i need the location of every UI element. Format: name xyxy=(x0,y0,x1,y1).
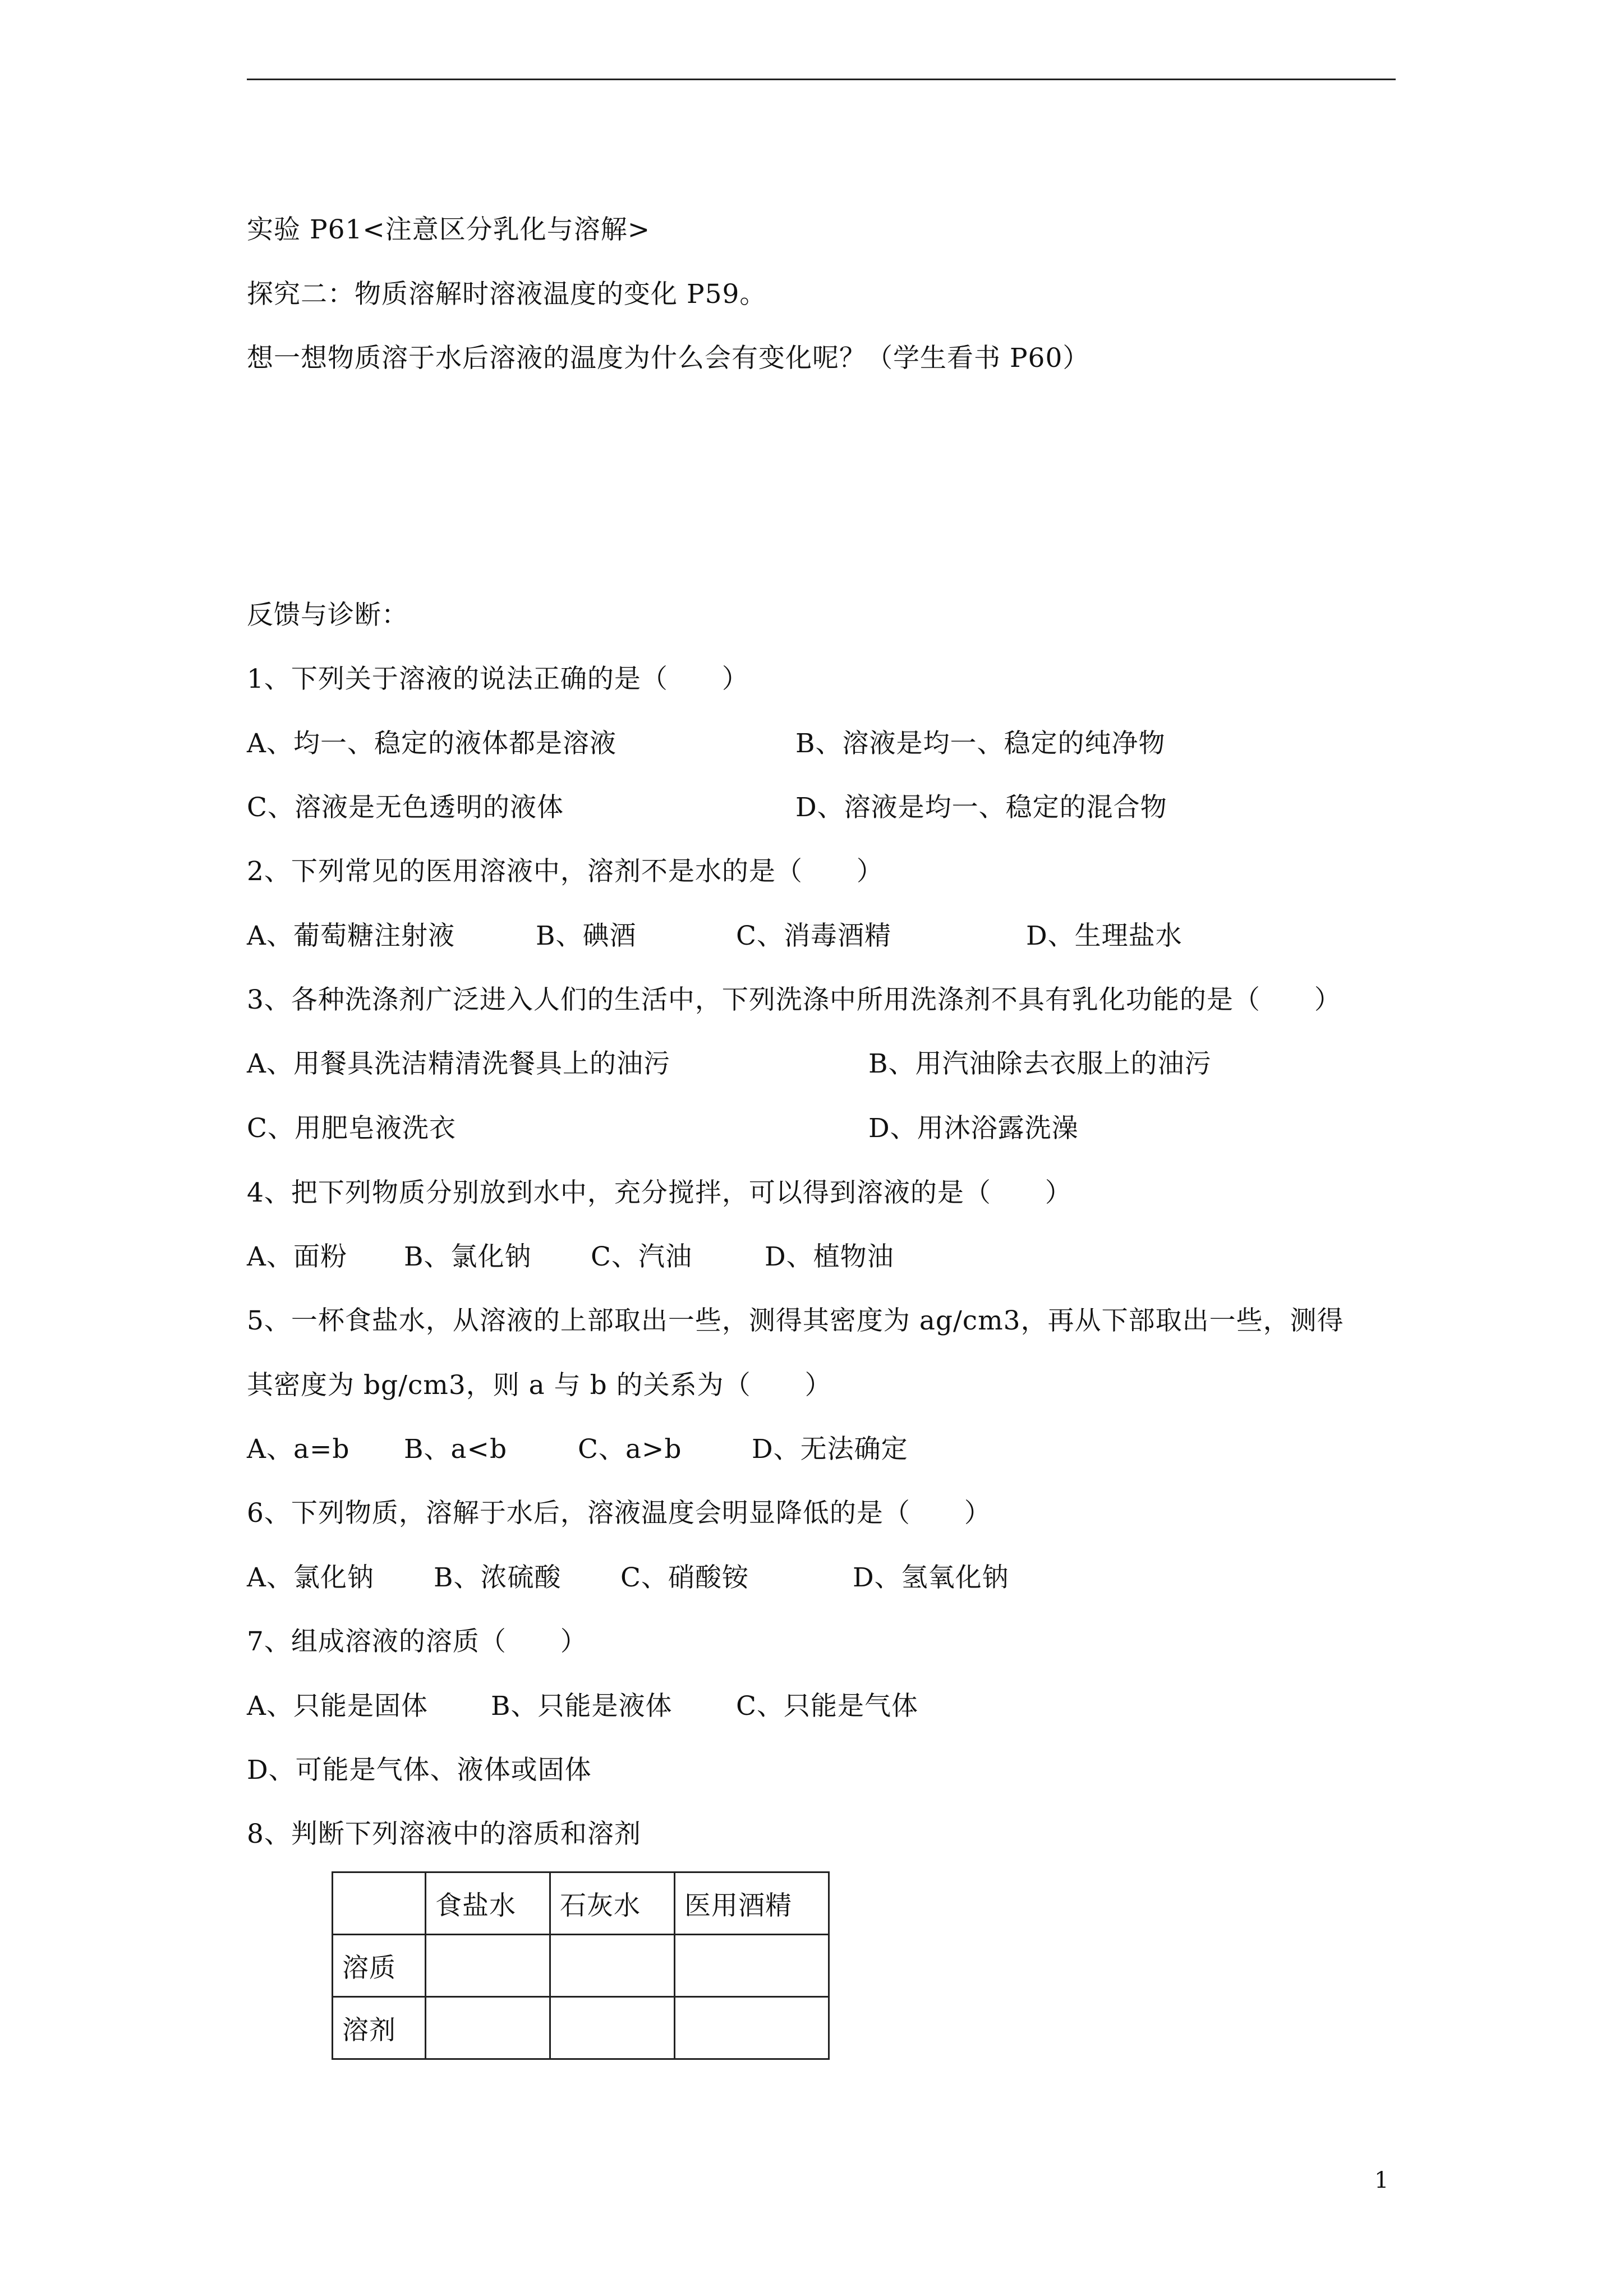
q7-option-a: A、只能是固体 xyxy=(247,1691,428,1722)
table-cell xyxy=(675,1997,829,2059)
q1-option-d: D、溶液是均一、稳定的混合物 xyxy=(795,792,1167,823)
q2-option-a: A、葡萄糖注射液 xyxy=(247,921,455,951)
q1-option-c: C、溶液是无色透明的液体 xyxy=(247,792,564,823)
table-row-label: 溶剂 xyxy=(333,1997,426,2059)
q3-option-d: D、用沐浴露洗澡 xyxy=(868,1113,1079,1144)
q7-option-b: B、只能是液体 xyxy=(491,1691,673,1722)
q1-option-b: B、溶液是均一、稳定的纯净物 xyxy=(795,728,1166,759)
q4-option-d: D、植物油 xyxy=(765,1241,894,1272)
question-4: 4、把下列物质分别放到水中，充分搅拌，可以得到溶液的是（ ） xyxy=(247,1177,1072,1208)
q6-option-a: A、氯化钠 xyxy=(247,1562,374,1593)
q2-option-d: D、生理盐水 xyxy=(1026,921,1183,951)
feedback-title: 反馈与诊断： xyxy=(247,600,408,631)
q5-option-b: B、a<b xyxy=(404,1434,508,1465)
question-5-line-2: 其密度为 bg/cm3，则 a 与 b 的关系为（ ） xyxy=(247,1370,832,1401)
question-6: 6、下列物质，溶解于水后，溶液温度会明显降低的是（ ） xyxy=(247,1498,991,1529)
q1-option-a: A、均一、稳定的液体都是溶液 xyxy=(247,728,617,759)
table-header-cell: 食盐水 xyxy=(426,1872,550,1935)
q2-option-b: B、碘酒 xyxy=(536,921,637,951)
question-7: 7、组成溶液的溶质（ ） xyxy=(247,1626,587,1657)
q3-option-b: B、用汽油除去衣服上的油污 xyxy=(868,1048,1212,1079)
page-number: 1 xyxy=(1374,2168,1389,2193)
q3-option-a: A、用餐具洗洁精清洗餐具上的油污 xyxy=(247,1048,670,1079)
q4-option-b: B、氯化钠 xyxy=(404,1241,532,1272)
table-row xyxy=(333,1997,829,2059)
intro-experiment-line: 实验 P61<注意区分乳化与溶解> xyxy=(247,214,651,245)
table-header-cell: 石灰水 xyxy=(550,1872,675,1935)
q5-option-c: C、a>b xyxy=(578,1434,682,1465)
intro-question-line: 想一想物质溶于水后溶液的温度为什么会有变化呢？（学生看书 P60） xyxy=(247,343,1090,374)
q3-option-c: C、用肥皂液洗衣 xyxy=(247,1113,456,1144)
table-cell xyxy=(426,1997,550,2059)
q5-option-d: D、无法确定 xyxy=(752,1434,908,1465)
question-3: 3、各种洗涤剂广泛进入人们的生活中，下列洗涤中所用洗涤剂不具有乳化功能的是（ ） xyxy=(247,984,1341,1015)
question-5-line-1: 5、一杯食盐水，从溶液的上部取出一些，测得其密度为 ag/cm3，再从下部取出一些，测得 xyxy=(247,1305,1344,1336)
q4-option-c: C、汽油 xyxy=(591,1241,692,1272)
question-2: 2、下列常见的医用溶液中，溶剂不是水的是（ ） xyxy=(247,856,884,887)
q7-option-d: D、可能是气体、液体或固体 xyxy=(247,1755,592,1786)
table-cell xyxy=(550,1997,675,2059)
table-header-cell xyxy=(333,1872,426,1935)
q7-option-c: C、只能是气体 xyxy=(736,1691,918,1722)
table-cell xyxy=(675,1935,829,1997)
table-row-label: 溶质 xyxy=(333,1935,426,1997)
q6-option-c: C、硝酸铵 xyxy=(620,1562,749,1593)
table-header-cell: 医用酒精 xyxy=(675,1872,829,1935)
table-row xyxy=(333,1935,829,1997)
q5-option-a: A、a=b xyxy=(247,1434,350,1465)
q2-option-c: C、消毒酒精 xyxy=(736,921,891,951)
question-1: 1、下列关于溶液的说法正确的是（ ） xyxy=(247,664,749,694)
table-cell xyxy=(426,1935,550,1997)
header-rule xyxy=(247,79,1396,80)
table-cell xyxy=(550,1935,675,1997)
question-8: 8、判断下列溶液中的溶质和溶剂 xyxy=(247,1819,641,1849)
intro-inquiry-line: 探究二：物质溶解时溶液温度的变化 P59。 xyxy=(247,279,767,310)
table-header-row xyxy=(333,1872,829,1935)
q4-option-a: A、面粉 xyxy=(247,1241,347,1272)
q6-option-b: B、浓硫酸 xyxy=(434,1562,562,1593)
q6-option-d: D、氢氧化钠 xyxy=(853,1562,1009,1593)
solute-solvent-table xyxy=(332,1871,830,2060)
